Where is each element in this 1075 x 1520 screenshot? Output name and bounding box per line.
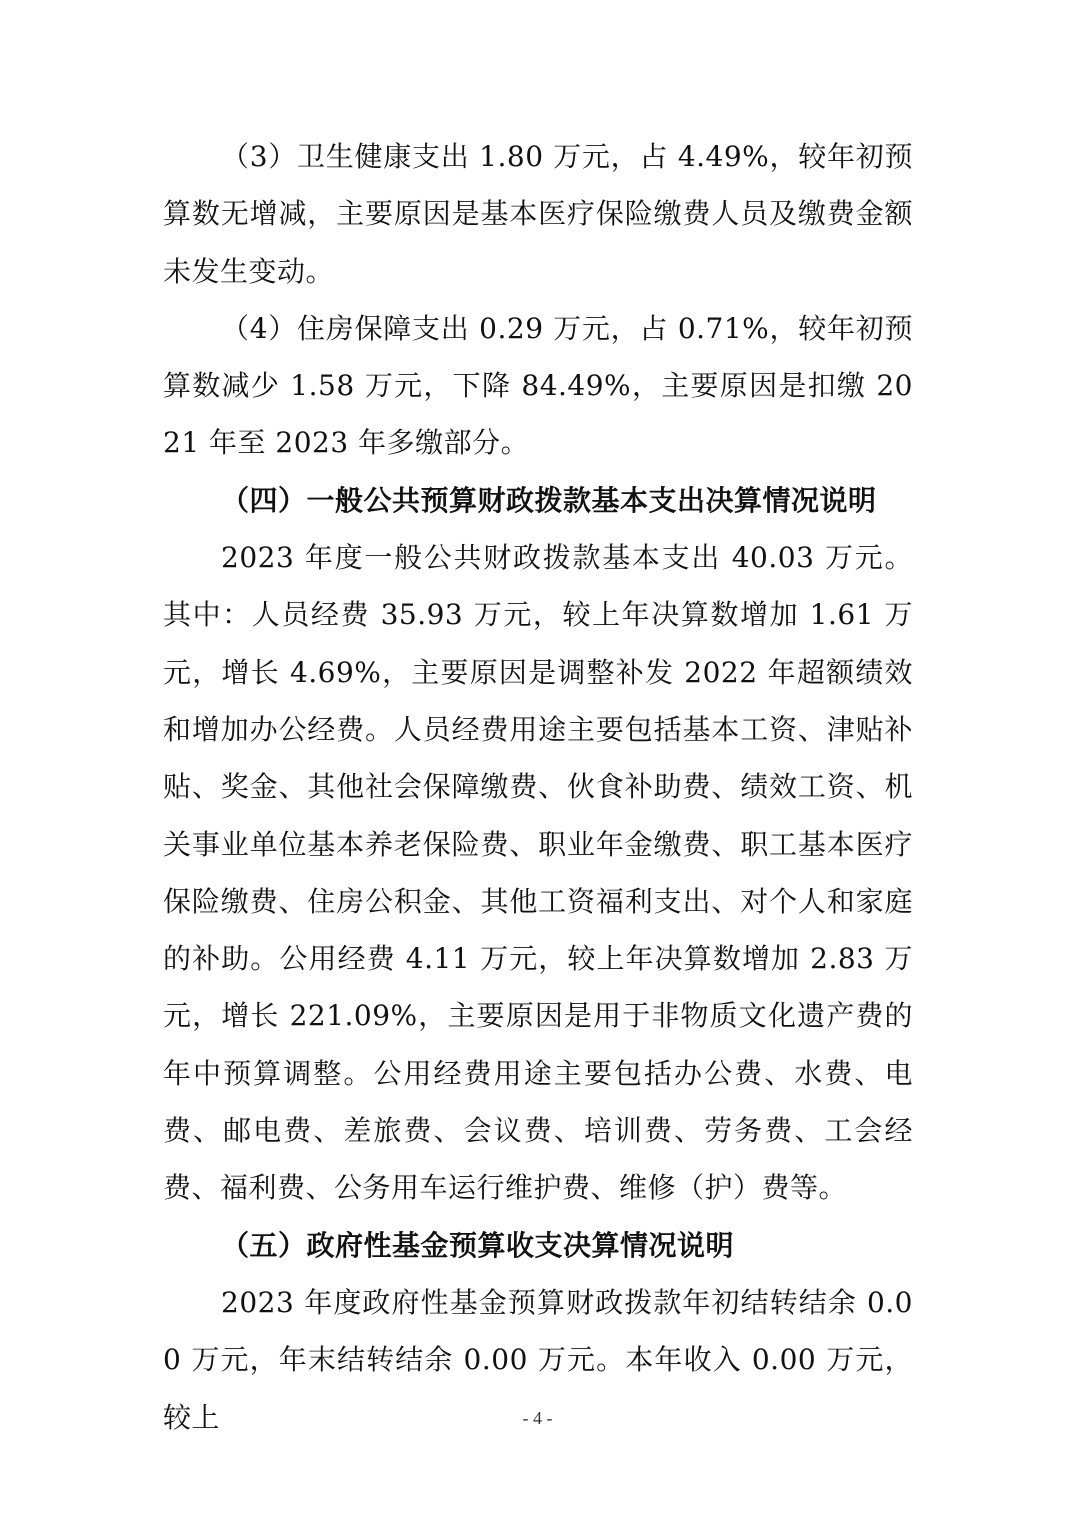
section-heading-government-fund: （五）政府性基金预算收支决算情况说明 xyxy=(221,1228,735,1262)
page-number: - 4 - xyxy=(522,1408,553,1428)
paragraph-housing-expenditure: （4）住房保障支出 0.29 万元，占 0.71%，较年初预算数减少 1.58 万元，下降 84.49%，主要原因是扣缴 2021 年至 2023 年多缴部分。 xyxy=(163,311,913,460)
paragraph-basic-expenditure: 2023 年度一般公共财政拨款基本支出 40.03 万元。其中：人员经费 35.93 万元，较上年决算数增加 1.61 万元，增长 4.69%，主要原因是调整补发 2022 年超额绩效和增加办公经费。人员经费用途主要包括基本工资、津贴补贴、奖金、其他社会保障缴费、伙食补助费、绩效工资、机关事业单位基本养老保险费、职业年金缴费、职工基本医疗保险缴费、住房公积金、其他工资福利支出、对个人和家庭的补助。公用经费 4.11 万元，较上年决算数增加 2.83 万元，增长 221.09%，主要原因是用于非物质文化遗产费的年中预算调整。公用经费用途主要包括办公费、水费、电费、邮电费、差旅费、会议费、培训费、劳务费、工会经费、福利费、公务用车运行维护费、维修（护）费等。 xyxy=(163,541,913,1205)
section-heading-basic-expenditure: （四）一般公共预算财政拨款基本支出决算情况说明 xyxy=(221,483,877,517)
paragraph-health-expenditure: （3）卫生健康支出 1.80 万元，占 4.49%，较年初预算数无增减，主要原因是基本医疗保险缴费人员及缴费金额未发生变动。 xyxy=(163,140,913,288)
page-body xyxy=(163,128,913,1446)
paragraph-government-fund: 2023 年度政府性基金预算财政拨款年初结转结余 0.00 万元，年末结转结余 0.00 万元。本年收入 0.00 万元，较上 xyxy=(163,1285,913,1434)
